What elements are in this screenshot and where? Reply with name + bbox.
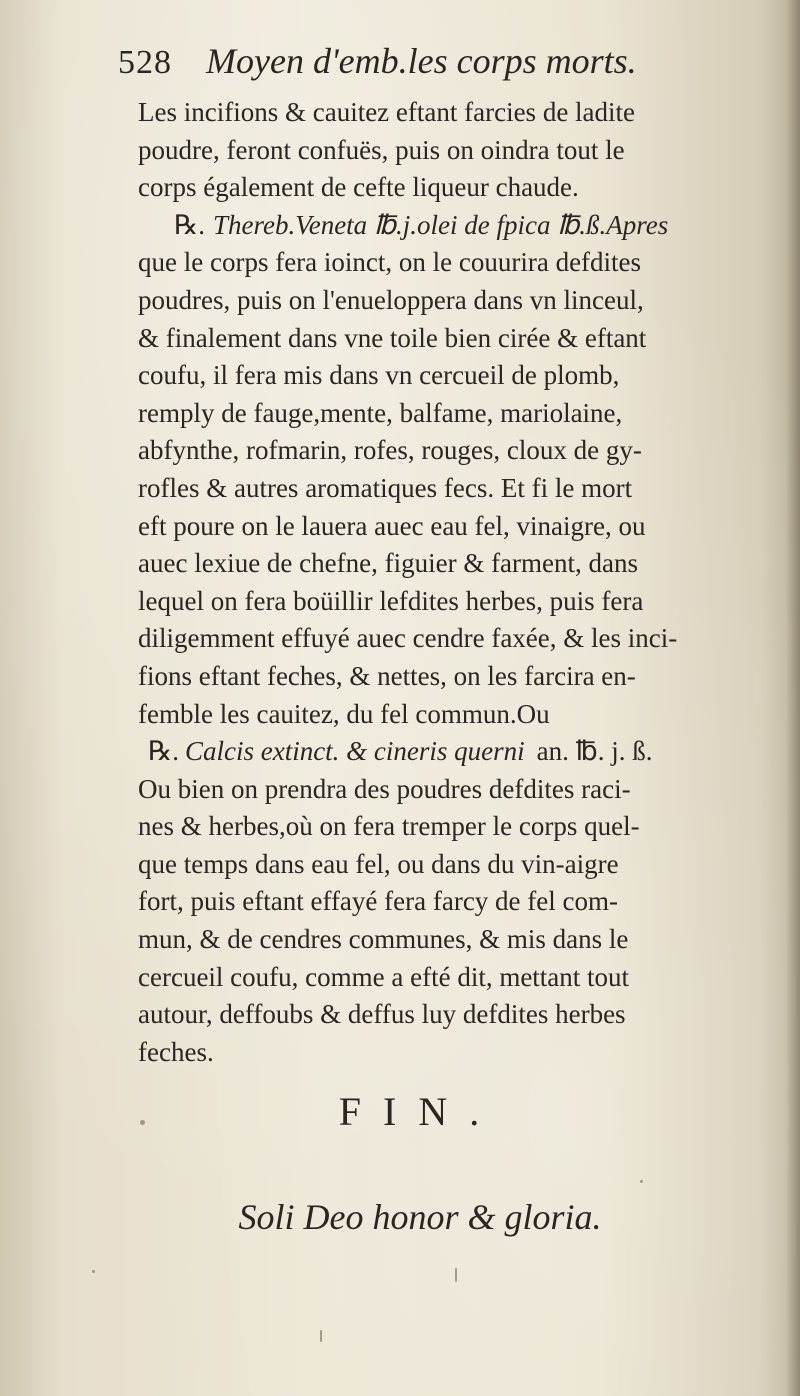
- line-text: cercueil coufu, comme a efté dit, mettant tout: [138, 961, 630, 992]
- line-text: diligemment effuyé auec cendre faxée, & les inci-: [138, 623, 678, 654]
- line-text: Les incifions & cauitez eftant farcies de ladite: [138, 97, 636, 127]
- text-line: [138, 808, 760, 846]
- text-line: [138, 620, 760, 658]
- line-text: femble les cauitez, du fel commun.Ou: [138, 698, 550, 729]
- text-line: [138, 921, 760, 959]
- text-line: [138, 996, 760, 1034]
- recipe-text: Thereb.Veneta ℔.j.olei de fpica ℔.ß.Apres: [212, 209, 669, 240]
- text-line: [138, 470, 760, 508]
- text-line: [138, 545, 760, 583]
- line-text: poudre, feront confuës, puis on oindra tout le: [138, 134, 625, 165]
- running-title: Moyen d'emb.les corps morts.: [206, 41, 637, 81]
- line-text: poudres, puis on l'enueloppera dans vn linceul,: [138, 284, 644, 315]
- line-text: corps également de cefte liqueur chaude.: [138, 172, 579, 203]
- line-text: feches.: [138, 1036, 214, 1067]
- text-line: [138, 583, 760, 621]
- text-line: [138, 846, 760, 884]
- recipe-line: [138, 207, 760, 245]
- line-text: autour, deffoubs & deffus luy defdites herbes: [138, 999, 626, 1030]
- text-line: [138, 1034, 760, 1072]
- text-line: [138, 244, 760, 282]
- text-line: [138, 94, 760, 132]
- line-text: auec lexiue de chefne, figuier & farment, dans: [138, 548, 639, 579]
- text-line: [138, 959, 760, 997]
- paper-speck: [320, 1330, 322, 1342]
- line-text: eft poure on le lauera auec eau fel, vinaigre, ou: [138, 510, 646, 541]
- body-text: [138, 94, 760, 1071]
- text-line: [138, 883, 760, 921]
- recipe-symbol: ℞.: [148, 736, 179, 767]
- paper-speck: [455, 1268, 457, 1282]
- paper-speck: [640, 1180, 643, 1183]
- line-text: abfynthe, rofmarin, rofes, rouges, cloux de gy-: [138, 435, 642, 466]
- text-line: [138, 320, 760, 358]
- page-number: 528: [118, 44, 172, 81]
- finis-heading: FIN.: [338, 1089, 502, 1134]
- line-text: fort, puis eftant effayé fera farcy de fel com-: [138, 886, 618, 917]
- line-text: fions eftant feches, & nettes, on les farcira en-: [138, 660, 636, 691]
- paper-speck: [92, 1270, 95, 1273]
- line-text: rofles & autres aromatiques fecs. Et fi le mort: [138, 472, 633, 503]
- line-text: coufu, il fera mis dans vn cercueil de plomb,: [138, 360, 620, 391]
- page-header: [118, 40, 738, 90]
- line-text: & finalement dans vne toile bien cirée & eftant: [138, 322, 647, 353]
- text-line: [138, 132, 760, 170]
- recipe-text-italic: Calcis extinct. & cineris querni: [184, 736, 525, 767]
- text-line: [138, 357, 760, 395]
- text-line: [138, 508, 760, 546]
- line-text: Ou bien on prendra des poudres defdites raci-: [138, 773, 631, 804]
- recipe-line: [138, 733, 760, 771]
- line-text: nes & herbes,où on fera tremper le corps quel-: [138, 811, 640, 842]
- line-text: que temps dans eau fel, ou dans du vin-aigre: [138, 848, 619, 879]
- line-text: lequel on fera boüillir lefdites herbes, puis fera: [138, 585, 644, 616]
- text-line: [138, 432, 760, 470]
- closing-motto: Soli Deo honor & gloria.: [238, 1197, 602, 1237]
- line-text: remply de fauge,mente, balfame, mariolaine,: [138, 397, 623, 428]
- paper-speck: [140, 1120, 145, 1125]
- text-line: [138, 658, 760, 696]
- text-line: [138, 696, 760, 734]
- text-line: [138, 771, 760, 809]
- text-line: [138, 282, 760, 320]
- line-text: que le corps fera ioinct, on le couurira defdites: [138, 247, 642, 278]
- line-text: mun, & de cendres communes, & mis dans le: [138, 924, 629, 955]
- text-line: [138, 395, 760, 433]
- text-line: [138, 169, 760, 207]
- recipe-text-plain: an. ℔. j. ß.: [536, 736, 653, 767]
- recipe-symbol: ℞.: [174, 209, 205, 240]
